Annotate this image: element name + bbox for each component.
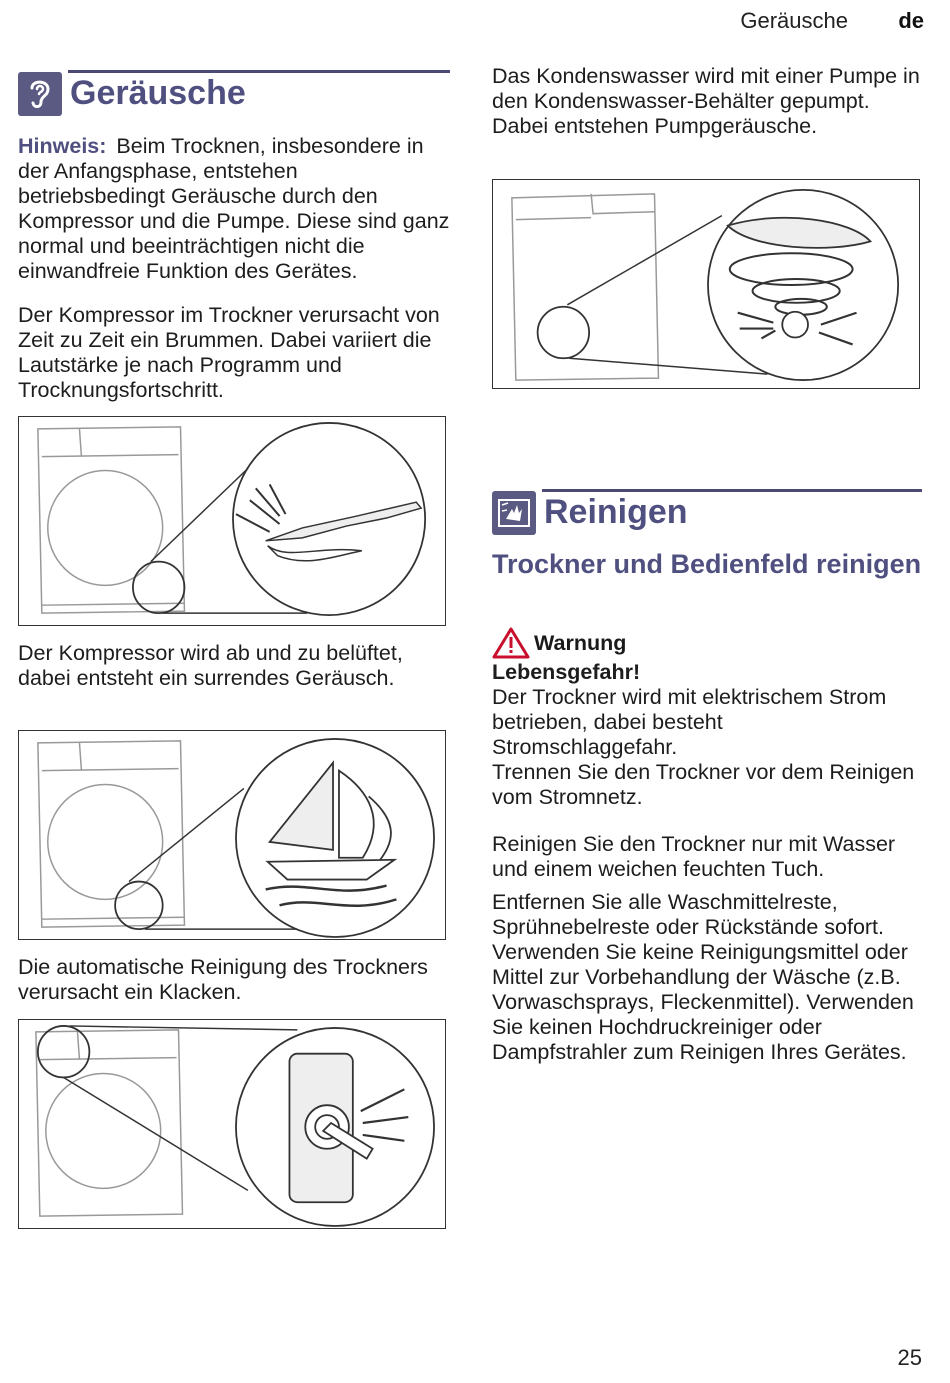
residue-paragraph: Entfernen Sie alle Waschmittelreste, Sprühnebelreste oder Rückstände sofort. Verwenden Sie keine Reinigungsmittel oder Mittel zur Vorbehandlung der Wäsche (z.B. Vorwaschsprays, Fleckenmittel). Verwenden Sie keinen Hochdruckreiniger oder Dampfstrahler zum Reinigen Ihres Gerätes. [492,890,914,1064]
page-title: Geräusche [70,74,246,112]
page-number: 25 [897,1345,922,1370]
ear-icon [18,72,62,116]
hint-paragraph [18,134,450,284]
water-paragraph: Reinigen Sie den Trockner nur mit Wasser und einem weichen feuchten Tuch. [492,832,896,881]
header-section-title: Geräusche [740,8,848,33]
figure-compressor-ventilation [18,730,446,940]
ventilation-paragraph: Der Kompressor wird ab und zu belüftet, dabei entsteht ein surrendes Geräusch. [18,641,403,690]
hint-text: Beim Trocknen, insbesondere in der Anfangsphase, entstehen betriebsbedingt Geräusche durch den Kompressor und die Pumpe. Diese sind ganz normal und beeinträchtigen nicht die einwandfreie Funktion des Gerätes. [18,134,450,283]
warning-triangle-icon [492,627,530,659]
hand-wipe-icon [492,491,536,535]
header-language: de [898,8,924,33]
figure-pump [492,179,920,389]
hint-label: Hinweis: [18,134,107,158]
warning-text-1: Der Trockner wird mit elektrischem Strom betrieben, dabei besteht Stromschlaggefahr. [492,685,887,759]
warning-heading: Lebensgefahr! [492,660,641,684]
warning-text-2: Trennen Sie den Trockner vor dem Reinigen vom Stromnetz. [492,760,915,809]
figure-automatic-cleaning-click [18,1019,446,1229]
warning-block [492,626,924,810]
section-title-cleaning: Reinigen [544,493,688,531]
warning-label: Warnung [534,630,627,655]
figure-compressor-hum [18,416,446,626]
section-heading-cleaning [492,489,922,539]
section-heading-noise [18,70,450,120]
cleaning-paragraph: Die automatische Reinigung des Trockners verursacht ein Klacken. [18,955,428,1004]
compressor-paragraph: Der Kompressor im Trockner verursacht von Zeit zu Zeit ein Brummen. Dabei variiert die Lautstärke je nach Programm und Trocknungsfortschritt. [18,303,440,402]
subsection-title: Trockner und Bedienfeld reinigen [492,549,922,579]
pump-paragraph: Das Kondenswasser wird mit einer Pumpe in den Kondenswasser-Behälter gepumpt. Dabei entstehen Pumpgeräusche. [492,64,920,138]
